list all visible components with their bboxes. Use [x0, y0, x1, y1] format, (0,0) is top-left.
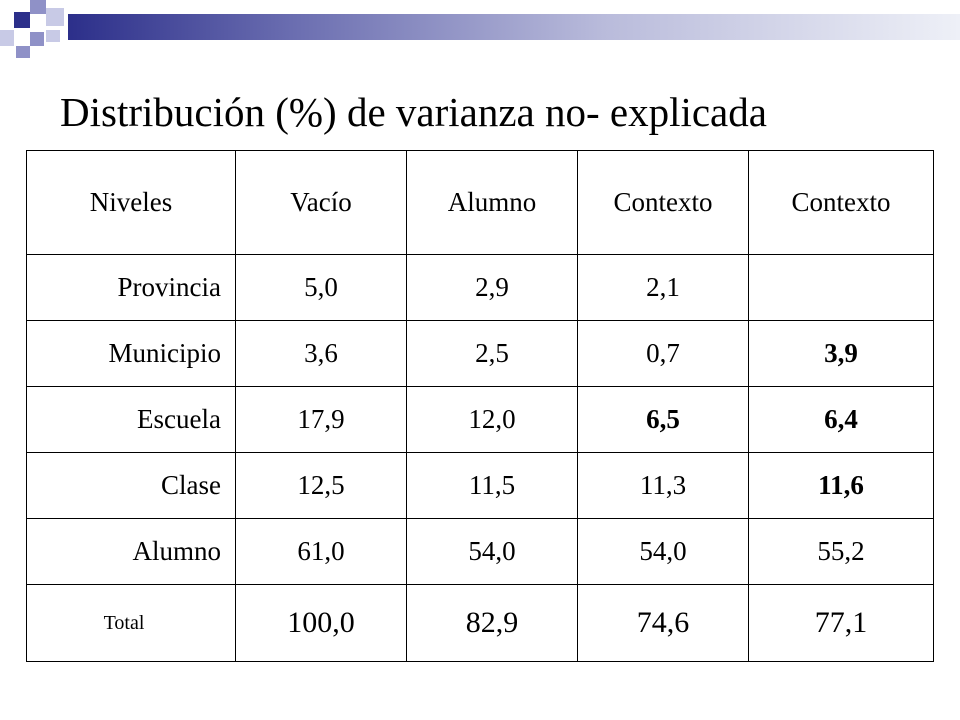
decor-square-light-3: [46, 30, 60, 42]
cell: 5,0: [236, 255, 407, 321]
cell: 17,9: [236, 387, 407, 453]
row-label: Clase: [27, 453, 236, 519]
cell-bold: 3,9: [749, 321, 934, 387]
cell: 12,5: [236, 453, 407, 519]
table-row: [27, 519, 934, 585]
decor-square-light: [46, 8, 64, 26]
cell: 100,0: [236, 585, 407, 662]
cell: 2,9: [407, 255, 578, 321]
cell: 61,0: [236, 519, 407, 585]
cell: 11,5: [407, 453, 578, 519]
cell: 54,0: [578, 519, 749, 585]
row-label: Alumno: [27, 519, 236, 585]
decor-square-dark: [14, 12, 30, 28]
decor-square-mid-2: [30, 32, 44, 46]
header-niveles: Niveles: [27, 151, 236, 255]
table-header-row: [27, 151, 934, 255]
table-row: [27, 387, 934, 453]
header-alumno: Alumno: [407, 151, 578, 255]
table-row: [27, 255, 934, 321]
table-row-total: [27, 585, 934, 662]
header-vacio: Vacío: [236, 151, 407, 255]
cell-bold: 11,6: [749, 453, 934, 519]
row-label: Provincia: [27, 255, 236, 321]
header-contexto-1: Contexto: [578, 151, 749, 255]
decor-square-light-2: [0, 30, 14, 46]
row-label: Municipio: [27, 321, 236, 387]
cell: 11,3: [578, 453, 749, 519]
header-gradient-bar: [68, 14, 960, 40]
cell-bold: 6,5: [578, 387, 749, 453]
row-label: Escuela: [27, 387, 236, 453]
decor-square-mid-3: [16, 46, 30, 58]
cell: 74,6: [578, 585, 749, 662]
cell: 55,2: [749, 519, 934, 585]
cell: 54,0: [407, 519, 578, 585]
cell: 2,1: [578, 255, 749, 321]
header-contexto-2: Contexto: [749, 151, 934, 255]
cell-bold: 6,4: [749, 387, 934, 453]
row-label: Total: [27, 585, 236, 662]
cell: 82,9: [407, 585, 578, 662]
table-row: [27, 453, 934, 519]
slide-title: Distribución (%) de varianza no- explicada: [60, 89, 767, 135]
cell: 2,5: [407, 321, 578, 387]
cell: 0,7: [578, 321, 749, 387]
cell: 3,6: [236, 321, 407, 387]
variance-table: [26, 150, 934, 662]
cell: [749, 255, 934, 321]
decor-square-mid: [30, 0, 46, 14]
cell: 12,0: [407, 387, 578, 453]
table-row: [27, 321, 934, 387]
cell: 77,1: [749, 585, 934, 662]
